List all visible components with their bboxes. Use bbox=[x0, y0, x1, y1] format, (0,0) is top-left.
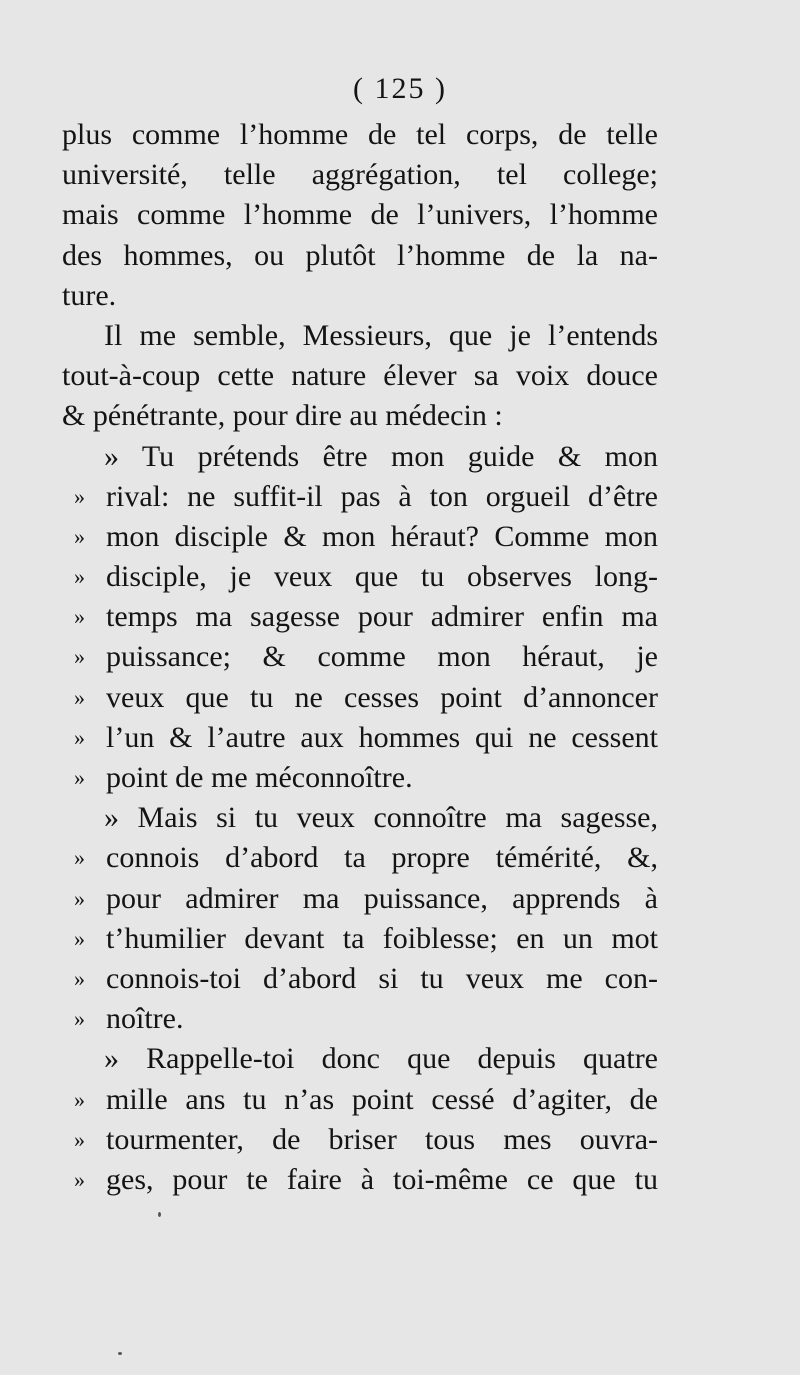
quote-mark: » bbox=[74, 965, 85, 991]
quoted-line: » puissance; & comme mon héraut, je bbox=[62, 637, 658, 677]
text-line: » Mais si tu veux connoître ma sagesse, bbox=[104, 801, 658, 835]
quote-mark: » bbox=[74, 564, 85, 590]
text-line: des hommes, ou plutôt l’homme de la na- bbox=[62, 238, 658, 272]
quoted-line: » mon disciple & mon héraut? Comme mon bbox=[62, 517, 658, 557]
text-line: & pénétrante, pour dire au médecin : bbox=[62, 399, 503, 433]
quote-mark: » bbox=[74, 523, 85, 549]
ink-speck bbox=[118, 1352, 122, 1355]
quoted-line: » connois-toi d’abord si tu veux me con- bbox=[62, 959, 658, 999]
quote-mark: » bbox=[74, 1086, 85, 1112]
text-line: tout-à-coup cette nature élever sa voix douce bbox=[62, 359, 658, 393]
quote-mark: » bbox=[74, 483, 85, 509]
quote-mark: » bbox=[74, 1006, 85, 1032]
text-line: » Rappelle-toi donc que depuis quatre bbox=[104, 1042, 658, 1076]
quote-mark: » bbox=[74, 885, 85, 911]
quote-mark: » bbox=[74, 1126, 85, 1152]
quote-mark: » bbox=[74, 1166, 85, 1192]
text-line: » Tu prétends être mon guide & mon bbox=[104, 439, 658, 473]
quoted-line: » temps ma sagesse pour admirer enfin ma bbox=[62, 597, 658, 637]
quoted-line: » ges, pour te faire à toi-même ce que tu bbox=[62, 1160, 658, 1200]
quoted-line: » point de me méconnoître. bbox=[62, 758, 658, 798]
quote-mark: » bbox=[74, 684, 85, 710]
quoted-line: » disciple, je veux que tu observes long- bbox=[62, 557, 658, 597]
text-line: université, telle aggrégation, tel college; bbox=[62, 158, 658, 192]
quoted-line: » l’un & l’autre aux hommes qui ne cessent bbox=[62, 718, 658, 758]
quoted-line: » mille ans tu n’as point cessé d’agiter, de bbox=[62, 1080, 658, 1120]
quoted-line: » connois d’abord ta propre témérité, &, bbox=[62, 838, 658, 878]
body-text bbox=[62, 115, 658, 1200]
text-line: plus comme l’homme de tel corps, de telle bbox=[62, 118, 658, 151]
quote-mark: » bbox=[74, 604, 85, 630]
text-line: ture. bbox=[62, 278, 117, 312]
quoted-line: » noître. bbox=[62, 999, 658, 1039]
quoted-line: » veux que tu ne cesses point d’annoncer bbox=[62, 678, 658, 718]
quote-mark: » bbox=[74, 765, 85, 790]
quoted-line: » t’humilier devant ta foiblesse; en un mot bbox=[62, 919, 658, 959]
text-line: mais comme l’homme de l’univers, l’homme bbox=[62, 198, 658, 232]
quoted-line: » tourmenter, de briser tous mes ouvra- bbox=[62, 1120, 658, 1160]
quote-mark: » bbox=[74, 724, 85, 750]
page-number: ( 125 ) bbox=[353, 72, 447, 105]
quote-mark: » bbox=[74, 925, 85, 951]
quote-mark: » bbox=[74, 644, 85, 670]
quote-mark: » bbox=[74, 845, 85, 871]
text-line: Il me semble, Messieurs, que je l’entends bbox=[104, 318, 658, 352]
ink-speck bbox=[158, 1212, 161, 1217]
quoted-line: » pour admirer ma puissance, apprends à bbox=[62, 879, 658, 919]
quoted-line: » rival: ne suffit-il pas à ton orgueil d’être bbox=[62, 477, 658, 517]
